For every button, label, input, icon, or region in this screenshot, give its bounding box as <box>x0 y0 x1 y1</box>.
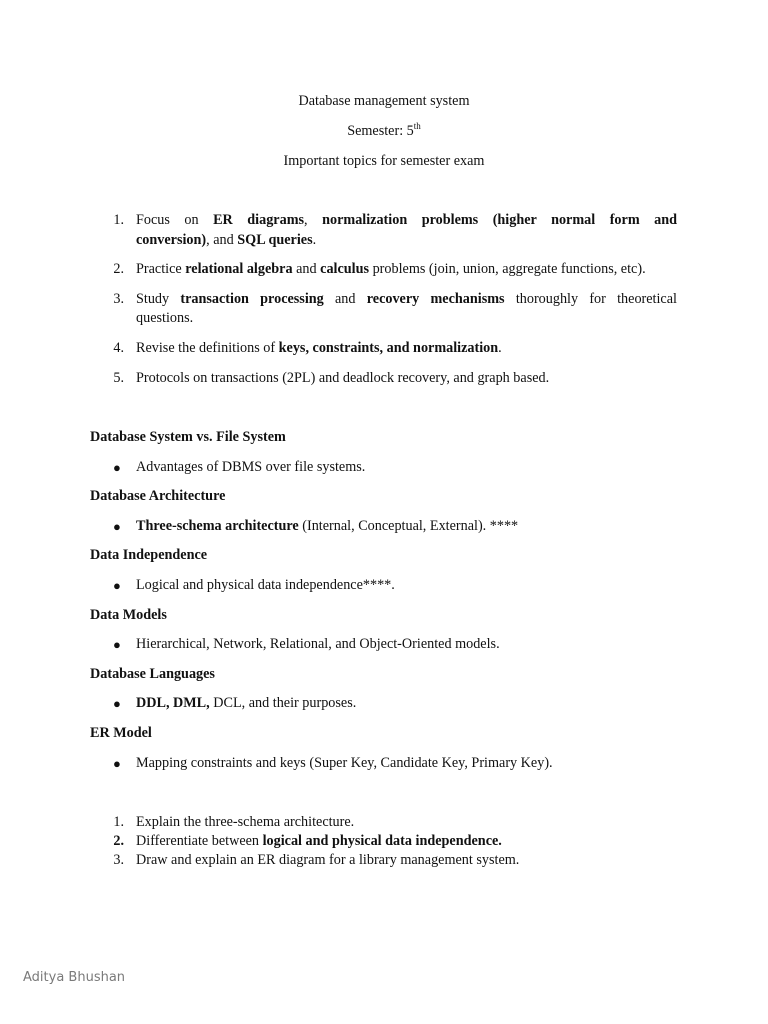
text-run: Practice <box>136 261 186 277</box>
bullet-item <box>136 635 696 655</box>
text-run: , and <box>206 232 238 248</box>
text-run: Revise the definitions of <box>136 340 279 356</box>
text-run: (Internal, Conceptual, External). **** <box>298 518 519 534</box>
bold-text: keys, constraints, and normalization <box>278 340 499 356</box>
bold-text: DDL, DML, <box>136 695 210 711</box>
bold-text: relational algebra <box>185 261 293 277</box>
text-run: questions. <box>136 310 194 326</box>
text-run: , <box>304 212 323 228</box>
list-number: 5. <box>113 370 124 386</box>
bullet-item <box>136 576 696 596</box>
list-number: 3. <box>113 291 124 307</box>
text-run: thoroughly for theoretical <box>504 291 677 307</box>
section-heading: Database Languages <box>90 666 215 682</box>
bullet-icon: ● <box>113 637 121 652</box>
question-number: 1. <box>113 814 124 830</box>
semester-label: Semester: 5 <box>347 123 414 139</box>
question-item <box>136 832 677 852</box>
bold-text: recovery mechanisms <box>366 291 505 307</box>
list-item-line <box>136 231 677 251</box>
list-number: 1. <box>113 212 124 228</box>
bullet-icon: ● <box>113 696 121 711</box>
bold-text: Three-schema architecture <box>136 518 299 534</box>
semester-line <box>0 122 768 142</box>
section-heading: Database Architecture <box>90 488 226 504</box>
text-run: . <box>312 232 317 248</box>
text-run: Hierarchical, Network, Relational, and Object-Oriented models. <box>136 636 500 652</box>
list-number: 4. <box>113 340 124 356</box>
bullet-item <box>136 754 696 774</box>
bold-text: logical and physical data independence. <box>262 833 502 849</box>
bullet-icon: ● <box>113 756 121 771</box>
bold-text: ER diagrams <box>213 212 305 228</box>
document-subtitle: Important topics for semester exam <box>283 153 485 169</box>
bullet-icon: ● <box>113 519 121 534</box>
list-item-line <box>136 339 677 359</box>
question-item <box>136 813 677 833</box>
semester-superscript: th <box>413 121 421 131</box>
question-item <box>136 851 677 871</box>
list-number: 2. <box>113 261 124 277</box>
bold-text: conversion) <box>136 232 207 248</box>
list-item-line <box>136 309 677 329</box>
list-item-line <box>136 290 677 310</box>
bullet-icon: ● <box>113 460 121 475</box>
text-run: DCL, and their purposes. <box>209 695 357 711</box>
section-heading: Database System vs. File System <box>90 429 286 445</box>
bold-text: SQL queries <box>237 232 313 248</box>
text-run: Mapping constraints and keys (Super Key, Candidate Key, Primary Key). <box>136 755 553 771</box>
text-run: Differentiate between <box>136 833 263 849</box>
bullet-icon: ● <box>113 578 121 593</box>
text-run: and <box>323 291 367 307</box>
text-run: Logical and physical data independence****. <box>136 577 395 593</box>
text-run: Focus on <box>136 212 214 228</box>
bullet-item <box>136 517 696 537</box>
bullet-item <box>136 694 696 714</box>
bold-text: normalization problems (higher normal form and <box>322 212 678 228</box>
section-heading: Data Independence <box>90 547 208 563</box>
text-run: Explain the three-schema architecture. <box>136 814 355 830</box>
text-run: Protocols on transactions (2PL) and deadlock recovery, and graph based. <box>136 370 550 386</box>
bullet-item <box>136 458 696 478</box>
section-heading: Data Models <box>90 607 167 623</box>
question-number: 2. <box>113 833 124 849</box>
text-run: . <box>498 340 502 356</box>
text-run: Draw and explain an ER diagram for a library management system. <box>136 852 520 868</box>
section-heading: ER Model <box>90 725 152 741</box>
list-item-line <box>136 260 677 280</box>
list-item-line <box>136 369 677 389</box>
footer-author: Aditya Bhushan <box>23 970 126 985</box>
text-run: Study <box>136 291 181 307</box>
document-title: Database management system <box>298 93 470 109</box>
text-run: Advantages of DBMS over file systems. <box>136 459 366 475</box>
text-run: problems (join, union, aggregate functions, etc). <box>369 261 646 277</box>
question-number: 3. <box>113 852 124 868</box>
text-run: and <box>292 261 321 277</box>
list-item-line <box>136 211 677 231</box>
bold-text: calculus <box>320 261 370 277</box>
bold-text: transaction processing <box>180 291 324 307</box>
